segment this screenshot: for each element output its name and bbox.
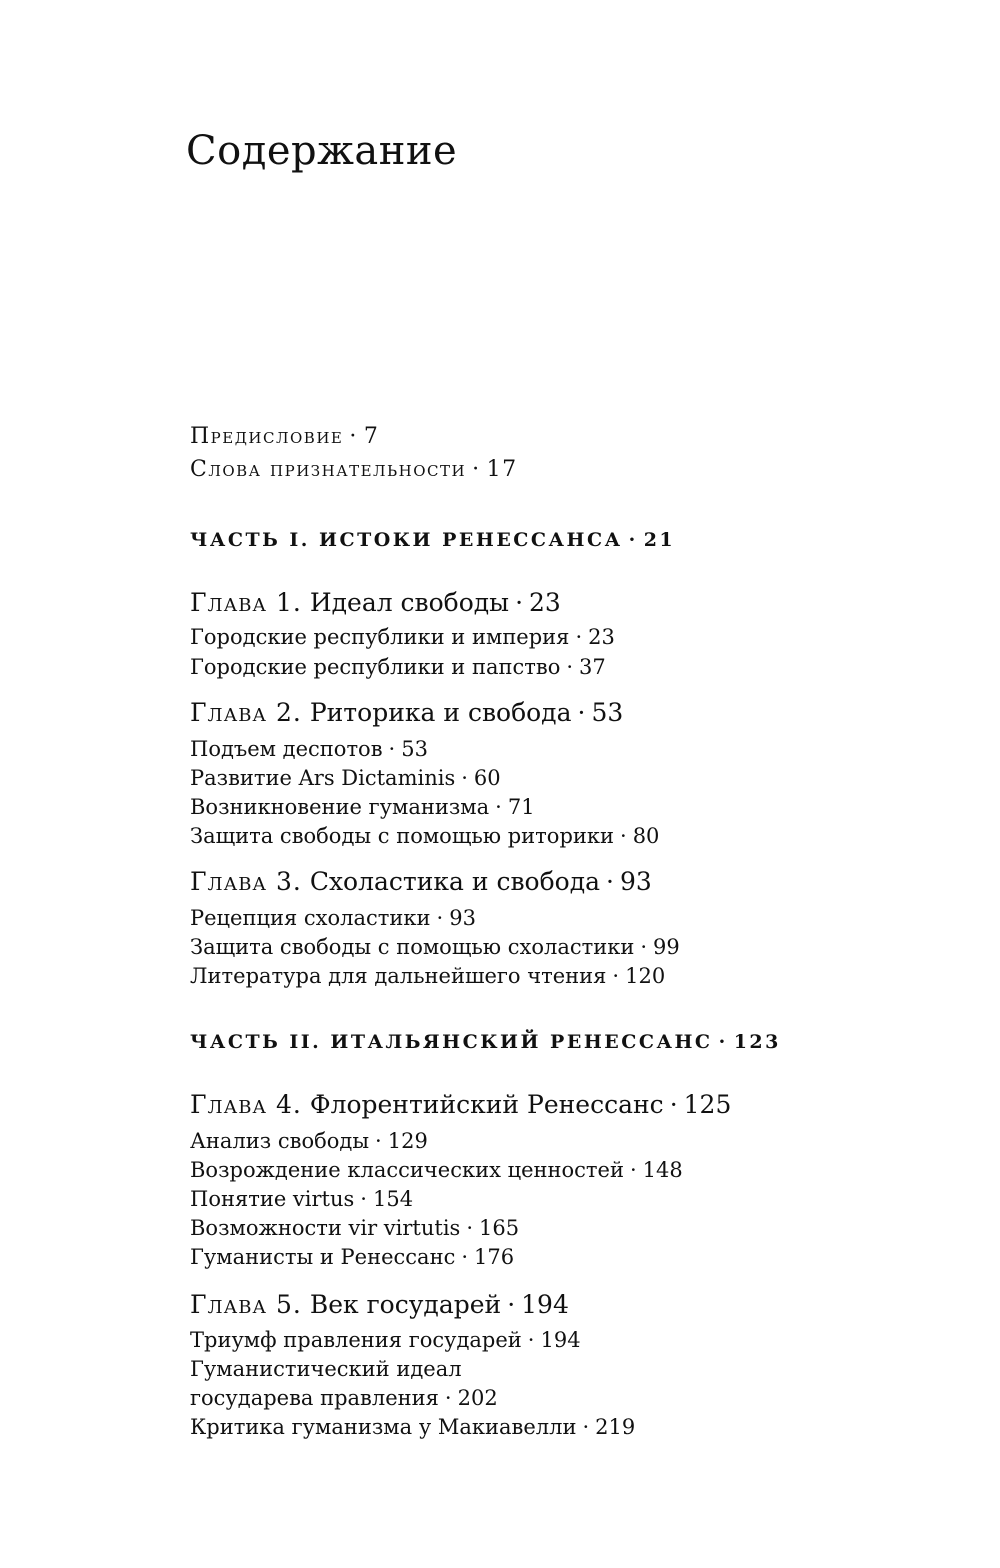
- separator: ·: [444, 1386, 452, 1410]
- separator: ·: [612, 964, 620, 988]
- entry-text: Подъем деспотов: [190, 737, 383, 761]
- separator: ·: [507, 1290, 516, 1319]
- toc-section: [190, 966, 665, 987]
- entry-page: 123: [733, 1031, 781, 1053]
- chapter-label: Глава 2.: [190, 698, 302, 727]
- entry-text: Возможности vir virtutis: [190, 1216, 461, 1240]
- toc-chapter-5: [190, 1292, 569, 1317]
- entry-page: 120: [625, 964, 666, 988]
- entry-page: 165: [479, 1216, 520, 1240]
- toc-section: [190, 797, 535, 818]
- entry-page: 154: [372, 1187, 414, 1211]
- entry-text: Идеал свободы: [309, 588, 510, 617]
- separator: ·: [669, 1090, 678, 1119]
- separator: ·: [640, 935, 648, 959]
- entry-text: Анализ свободы: [190, 1129, 370, 1153]
- entry-text: Рецепция схоластики: [190, 906, 431, 930]
- entry-text: Возрождение классических ценностей: [190, 1158, 624, 1182]
- separator: ·: [566, 655, 574, 679]
- entry-page: 7: [363, 424, 380, 449]
- entry-text: Флорентийский Ренессанс: [309, 1090, 664, 1119]
- entry-text: Риторика и свобода: [309, 698, 572, 727]
- toc-part-1: [190, 531, 675, 550]
- toc-part-2: [190, 1033, 781, 1052]
- entry-page: 71: [507, 795, 535, 819]
- separator: ·: [718, 1031, 728, 1053]
- entry-page: 23: [529, 588, 561, 617]
- entry-text: ЧАСТЬ II. ИТАЛЬЯНСКИЙ РЕНЕССАНС: [190, 1031, 713, 1053]
- separator: ·: [388, 737, 396, 761]
- separator: ·: [575, 625, 583, 649]
- toc-section: [190, 1247, 514, 1268]
- entry-text: государева правления: [190, 1386, 439, 1410]
- toc-section: [190, 627, 615, 648]
- entry-page: 194: [521, 1290, 569, 1319]
- toc-section: [190, 1189, 413, 1210]
- chapter-label: Глава 3.: [190, 867, 302, 896]
- entry-page: 80: [632, 824, 660, 848]
- separator: ·: [628, 529, 638, 551]
- entry-text: Защита свободы с помощью риторики: [190, 824, 614, 848]
- toc-entry-acknowledgements: [190, 459, 518, 481]
- toc-chapter-4: [190, 1092, 731, 1117]
- entry-page: 194: [540, 1328, 581, 1352]
- toc-section: [190, 739, 428, 760]
- entry-page: 202: [457, 1386, 498, 1410]
- entry-page: 53: [591, 698, 624, 727]
- entry-text: Триумф правления государей: [190, 1328, 522, 1352]
- entry-page: 99: [653, 935, 680, 959]
- entry-page: 125: [683, 1090, 732, 1119]
- separator: ·: [436, 906, 444, 930]
- entry-page: 93: [619, 867, 652, 896]
- entry-page: 21: [643, 529, 676, 551]
- toc-section: [190, 1359, 462, 1380]
- entry-text: Развитие Ars Dictaminis: [190, 766, 456, 790]
- toc-section: [190, 657, 606, 678]
- separator: ·: [515, 588, 524, 617]
- separator: ·: [461, 1245, 469, 1269]
- toc-section: [190, 1330, 581, 1351]
- separator: ·: [461, 766, 468, 790]
- toc-section: [190, 908, 476, 929]
- separator: ·: [620, 824, 627, 848]
- entry-page: 17: [486, 457, 518, 482]
- chapter-label: Глава 5.: [190, 1290, 302, 1319]
- toc-entry-preface: [190, 426, 379, 448]
- toc-section: [190, 1388, 498, 1409]
- toc-chapter-3: [190, 869, 652, 894]
- toc-section: [190, 826, 659, 847]
- entry-text: Городские республики и империя: [190, 625, 570, 649]
- toc-section: [190, 1218, 519, 1239]
- entry-page: 176: [474, 1245, 515, 1269]
- separator: ·: [495, 795, 502, 819]
- entry-page: 60: [473, 766, 501, 790]
- entry-text: Критика гуманизма у Макиавелли: [190, 1415, 577, 1439]
- entry-page: 37: [579, 655, 606, 679]
- entry-text: Век государей: [309, 1290, 502, 1319]
- entry-text: Гуманистический идеал: [190, 1357, 462, 1381]
- entry-text: Защита свободы с помощью схоластики: [190, 935, 635, 959]
- chapter-label: Глава 4.: [190, 1090, 302, 1119]
- entry-page: 23: [588, 625, 615, 649]
- entry-page: 219: [595, 1415, 636, 1439]
- separator: ·: [577, 698, 586, 727]
- page-title: Содержание: [186, 128, 458, 174]
- entry-text: Слова признательности: [190, 457, 467, 482]
- toc-section: [190, 1160, 683, 1181]
- toc-chapter-2: [190, 700, 623, 725]
- entry-text: Предисловие: [190, 424, 344, 449]
- separator: ·: [360, 1187, 367, 1211]
- entry-text: Гуманисты и Ренессанс: [190, 1245, 456, 1269]
- entry-text: ЧАСТЬ I. ИСТОКИ РЕНЕССАНСА: [190, 529, 623, 551]
- separator: ·: [629, 1158, 637, 1182]
- toc-chapter-1: [190, 590, 561, 615]
- separator: ·: [472, 457, 481, 482]
- toc-section: [190, 937, 680, 958]
- entry-page: 148: [642, 1158, 683, 1182]
- separator: ·: [375, 1129, 382, 1153]
- entry-page: 129: [387, 1129, 428, 1153]
- entry-text: Схоластика и свобода: [309, 867, 601, 896]
- toc-section: [190, 1131, 428, 1152]
- separator: ·: [606, 867, 614, 896]
- entry-text: Литература для дальнейшего чтения: [190, 964, 607, 988]
- entry-text: Понятие virtus: [190, 1187, 355, 1211]
- entry-page: 93: [449, 906, 476, 930]
- toc-section: [190, 1417, 635, 1438]
- entry-page: 53: [401, 737, 428, 761]
- separator: ·: [582, 1415, 590, 1439]
- separator: ·: [349, 424, 358, 449]
- separator: ·: [527, 1328, 535, 1352]
- toc-section: [190, 768, 501, 789]
- entry-text: Возникновение гуманизма: [190, 795, 490, 819]
- chapter-label: Глава 1.: [190, 588, 302, 617]
- entry-text: Городские республики и папство: [190, 655, 561, 679]
- separator: ·: [466, 1216, 474, 1240]
